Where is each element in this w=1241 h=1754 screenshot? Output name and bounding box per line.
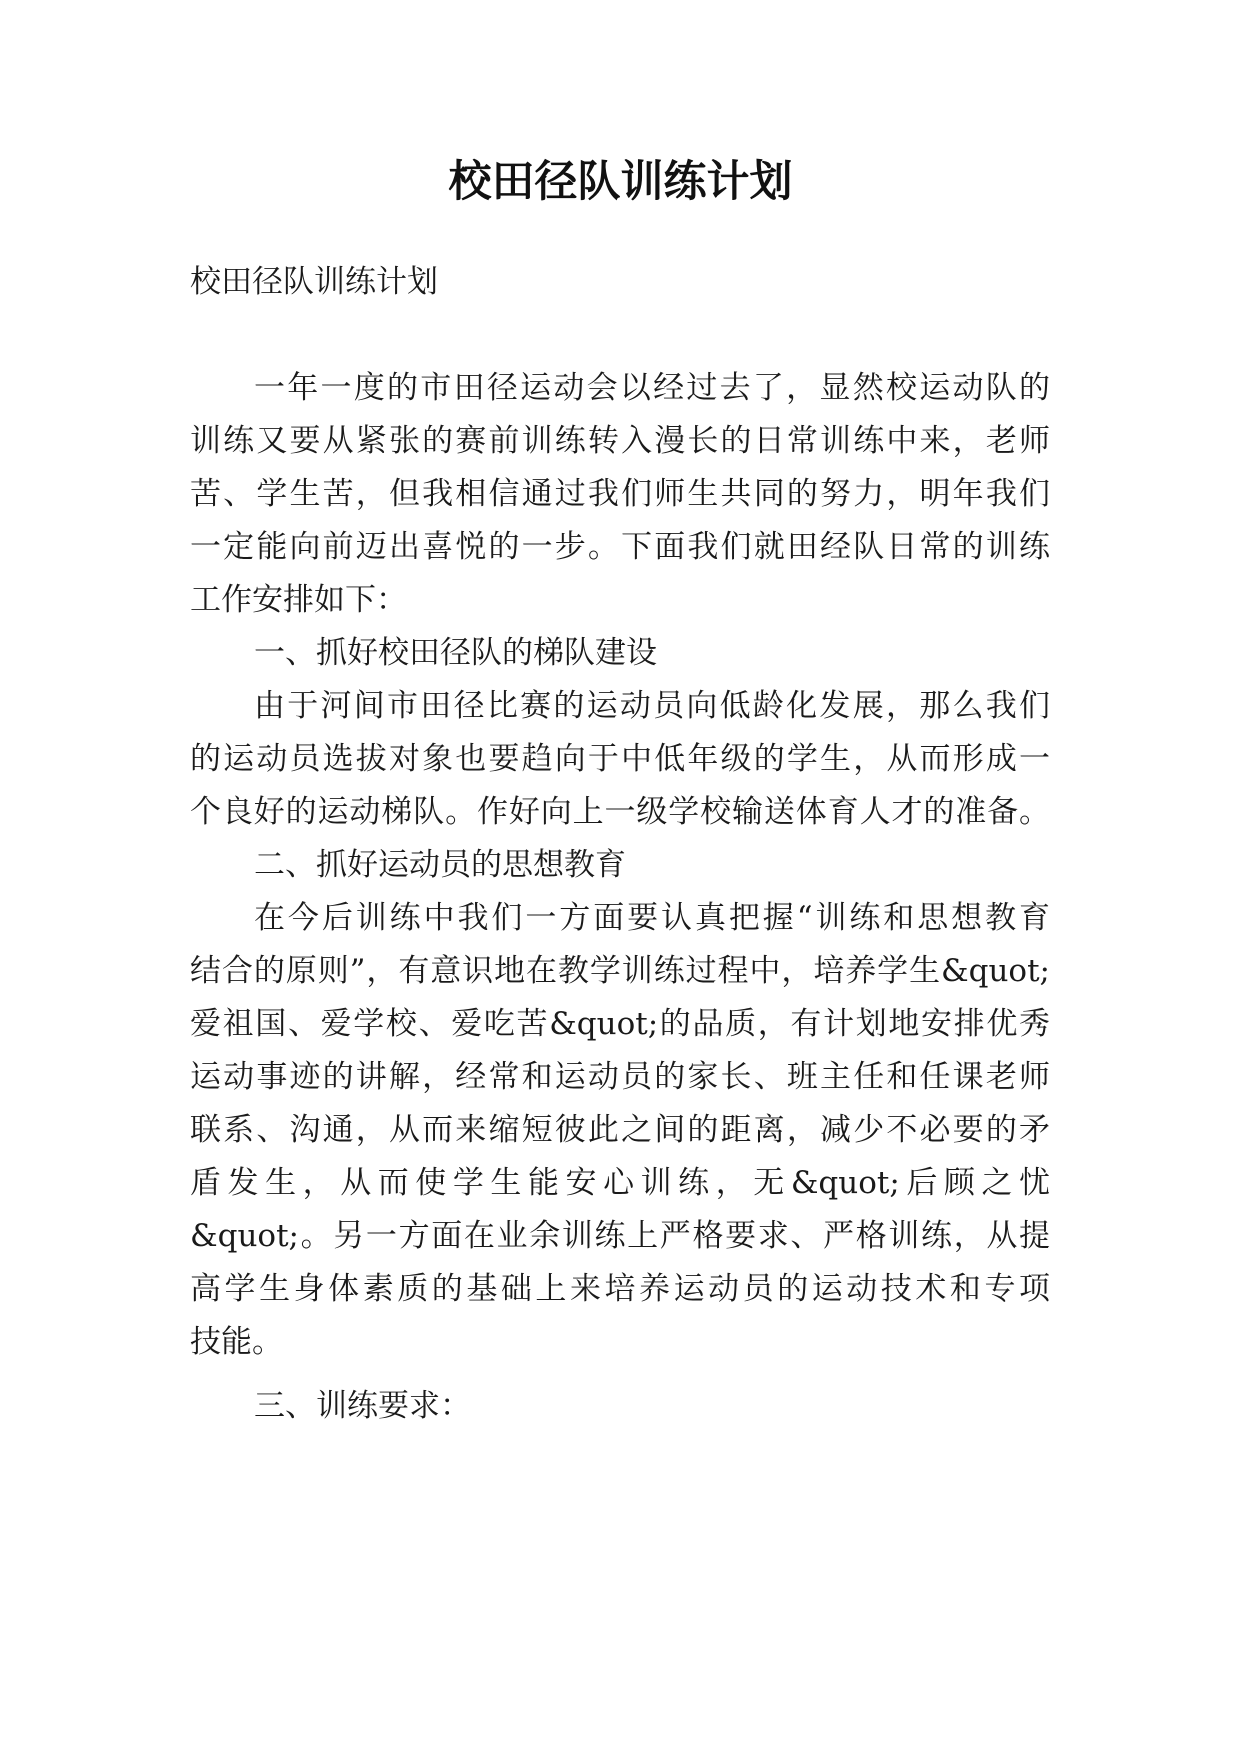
document-subtitle: 校田径队训练计划 [190, 264, 438, 300]
paragraph-line: &quot;。另一方面在业余训练上严格要求、严格训练，从提 [190, 1218, 1050, 1254]
paragraph-line: 技能。 [190, 1324, 283, 1360]
section-heading: 一、抓好校田径队的梯队建设 [254, 635, 657, 671]
document-title: 校田径队训练计划 [448, 157, 793, 207]
paragraph-line: 结合的原则”，有意识地在教学训练过程中，培养学生&quot; [190, 953, 1050, 989]
paragraph-line: 个良好的运动梯队。作好向上一级学校输送体育人才的准备。 [190, 794, 1050, 830]
paragraph-line: 一定能向前迈出喜悦的一步。下面我们就田经队日常的训练 [190, 529, 1050, 565]
paragraph-line: 苦、学生苦，但我相信通过我们师生共同的努力，明年我们 [190, 476, 1050, 512]
paragraph-line: 运动事迹的讲解，经常和运动员的家长、班主任和任课老师 [190, 1059, 1050, 1095]
paragraph-line: 在今后训练中我们一方面要认真把握“训练和思想教育 [254, 900, 1050, 936]
paragraph-line: 训练又要从紧张的赛前训练转入漫长的日常训练中来，老师 [190, 423, 1050, 459]
paragraph-line: 一年一度的市田径运动会以经过去了，显然校运动队的 [254, 370, 1050, 406]
paragraph-line: 高学生身体素质的基础上来培养运动员的运动技术和专项 [190, 1271, 1050, 1307]
section-heading: 二、抓好运动员的思想教育 [254, 847, 626, 883]
paragraph-line: 工作安排如下： [190, 582, 407, 618]
section-heading: 三、训练要求： [254, 1388, 471, 1424]
paragraph-line: 由于河间市田径比赛的运动员向低龄化发展，那么我们 [254, 688, 1050, 724]
paragraph-line: 盾发生，从而使学生能安心训练，无&quot;后顾之忧 [190, 1165, 1050, 1201]
paragraph-line: 爱祖国、爱学校、爱吃苦&quot;的品质，有计划地安排优秀 [190, 1006, 1050, 1042]
paragraph-line: 联系、沟通，从而来缩短彼此之间的距离，减少不必要的矛 [190, 1112, 1050, 1148]
paragraph-line: 的运动员选拔对象也要趋向于中低年级的学生，从而形成一 [190, 741, 1050, 777]
